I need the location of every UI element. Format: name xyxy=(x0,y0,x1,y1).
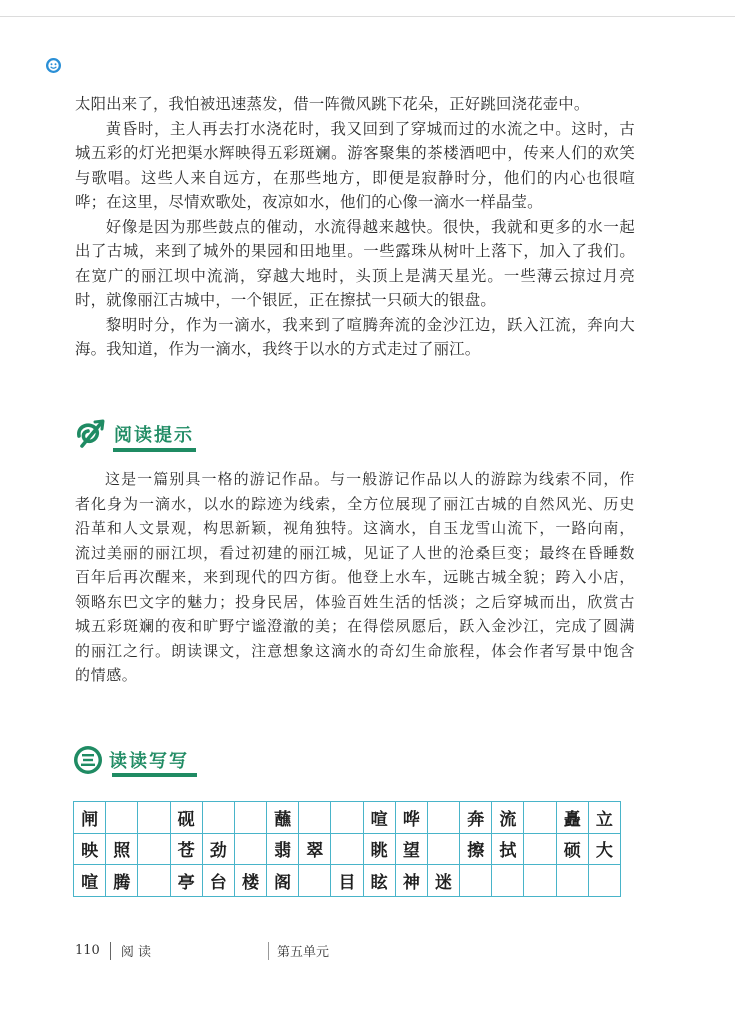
grid-cell: 神 xyxy=(396,865,428,897)
grid-cell xyxy=(460,865,492,897)
read-write-heading xyxy=(73,745,189,775)
grid-cell: 望 xyxy=(396,834,428,866)
grid-cell xyxy=(138,802,170,834)
body-paragraph: 黎明时分，作为一滴水，我来到了喧腾奔流的金沙江边，跃入江流，奔向大海。我知道，作为一滴水，我终于以水的方式走过了丽江。 xyxy=(75,315,635,358)
body-paragraph: 黄昏时，主人再去打水浇花时，我又回到了穿城而过的水流之中。这时，古城五彩的灯光把渠水辉映得五彩斑斓。游客聚集的茶楼酒吧中，传来人们的欢笑与歌唱。这些人来自远方，在那些地方，即便是寂静时分，他们的内心也很喧哗；在这里，尽情欢歌处，夜凉如水，他们的心像一滴水一样晶莹。 xyxy=(75,119,635,211)
grid-cell: 映 xyxy=(74,834,106,866)
character-grid xyxy=(73,801,621,897)
grid-cell: 眩 xyxy=(364,865,396,897)
grid-cell xyxy=(138,865,170,897)
grid-cell xyxy=(557,865,589,897)
grid-cell: 矗 xyxy=(557,802,589,834)
grid-cell xyxy=(299,865,331,897)
footer-divider xyxy=(110,942,111,960)
grid-cell: 闸 xyxy=(74,802,106,834)
grid-cell: 劲 xyxy=(203,834,235,866)
grid-cell: 哗 xyxy=(396,802,428,834)
grid-cell xyxy=(524,834,556,866)
grid-cell xyxy=(138,834,170,866)
grid-cell: 砚 xyxy=(171,802,203,834)
grid-cell xyxy=(331,834,363,866)
grid-cell xyxy=(106,802,138,834)
grid-cell: 腾 xyxy=(106,865,138,897)
grid-cell xyxy=(428,802,460,834)
footer-left xyxy=(75,941,151,960)
grid-cell: 喧 xyxy=(364,802,396,834)
grid-cell: 眺 xyxy=(364,834,396,866)
grid-cell xyxy=(331,802,363,834)
read-write-title: 读读写写 xyxy=(109,751,189,772)
grid-cell: 翡 xyxy=(267,834,299,866)
grid-cell xyxy=(299,802,331,834)
footer-divider xyxy=(268,942,269,960)
footer-right xyxy=(268,941,329,960)
grid-cell xyxy=(235,802,267,834)
grid-cell: 翠 xyxy=(299,834,331,866)
grid-cell: 硕 xyxy=(557,834,589,866)
body-text xyxy=(75,92,635,362)
grid-cell: 蘸 xyxy=(267,802,299,834)
smiley-icon xyxy=(45,57,62,74)
grid-cell xyxy=(492,865,524,897)
grid-cell xyxy=(235,834,267,866)
reading-tip-icon xyxy=(74,419,108,449)
grid-cell: 奔 xyxy=(460,802,492,834)
footer-unit: 第五单元 xyxy=(277,945,330,960)
grid-cell: 喧 xyxy=(74,865,106,897)
grid-cell: 流 xyxy=(492,802,524,834)
reading-tip-paragraph: 这是一篇别具一格的游记作品。与一般游记作品以人的游踪为线索不同，作者化身为一滴水，以水的踪迹为线索，全方位展现了丽江古城的自然风光、历史沿革和人文景观，构思新颖，视角独特。这滴水，自玉龙雪山流下，一路向南，流过美丽的丽江坝，看过初建的丽江城，见证了人世的沧桑巨变；最终在昏睡数百年后再次醒来，来到现代的四方街。他登上水车，远眺古城全貌；跨入小店，领略东巴文字的魅力；投身民居，体验百姓生活的恬淡；之后穿城而出，欣赏古城五彩斑斓的夜和旷野宁谧澄澈的美；在得偿夙愿后，跃入金沙江，完成了圆满的丽江之行。朗读课文，注意想象这滴水的奇幻生命旅程，体会作者写景中饱含的情感。 xyxy=(75,470,635,684)
body-paragraph: 太阳出来了，我怕被迅速蒸发，借一阵微风跳下花朵，正好跳回浇花壶中。 xyxy=(75,95,590,113)
body-paragraph: 好像是因为那些鼓点的催动，水流得越来越快。很快，我就和更多的水一起出了古城，来到了城外的果园和田地里。一些露珠从树叶上落下，加入了我们。在宽广的丽江坝中流淌，穿越大地时，头顶上是满天星光。一些薄云掠过月亮时，就像丽江古城中，一个银匠，正在擦拭一只硕大的银盘。 xyxy=(75,217,635,309)
grid-cell: 台 xyxy=(203,865,235,897)
grid-cell: 立 xyxy=(589,802,621,834)
top-rule xyxy=(0,16,735,17)
grid-cell: 拭 xyxy=(492,834,524,866)
grid-cell: 擦 xyxy=(460,834,492,866)
grid-cell: 苍 xyxy=(171,834,203,866)
page-number: 110 xyxy=(75,943,100,958)
grid-cell: 亭 xyxy=(171,865,203,897)
grid-cell: 大 xyxy=(589,834,621,866)
reading-tip-underline xyxy=(113,448,196,452)
grid-cell: 目 xyxy=(331,865,363,897)
grid-cell: 阁 xyxy=(267,865,299,897)
footer-section: 阅 读 xyxy=(120,945,151,960)
grid-cell: 迷 xyxy=(428,865,460,897)
grid-cell xyxy=(203,802,235,834)
grid-cell xyxy=(524,802,556,834)
reading-tip-text xyxy=(75,467,635,688)
read-write-underline xyxy=(112,773,197,777)
grid-cell: 楼 xyxy=(235,865,267,897)
reading-tip-title: 阅读提示 xyxy=(114,425,194,446)
read-write-icon xyxy=(73,745,103,775)
grid-cell xyxy=(524,865,556,897)
grid-cell xyxy=(589,865,621,897)
grid-cell: 照 xyxy=(106,834,138,866)
grid-cell xyxy=(428,834,460,866)
reading-tip-heading xyxy=(74,419,194,449)
